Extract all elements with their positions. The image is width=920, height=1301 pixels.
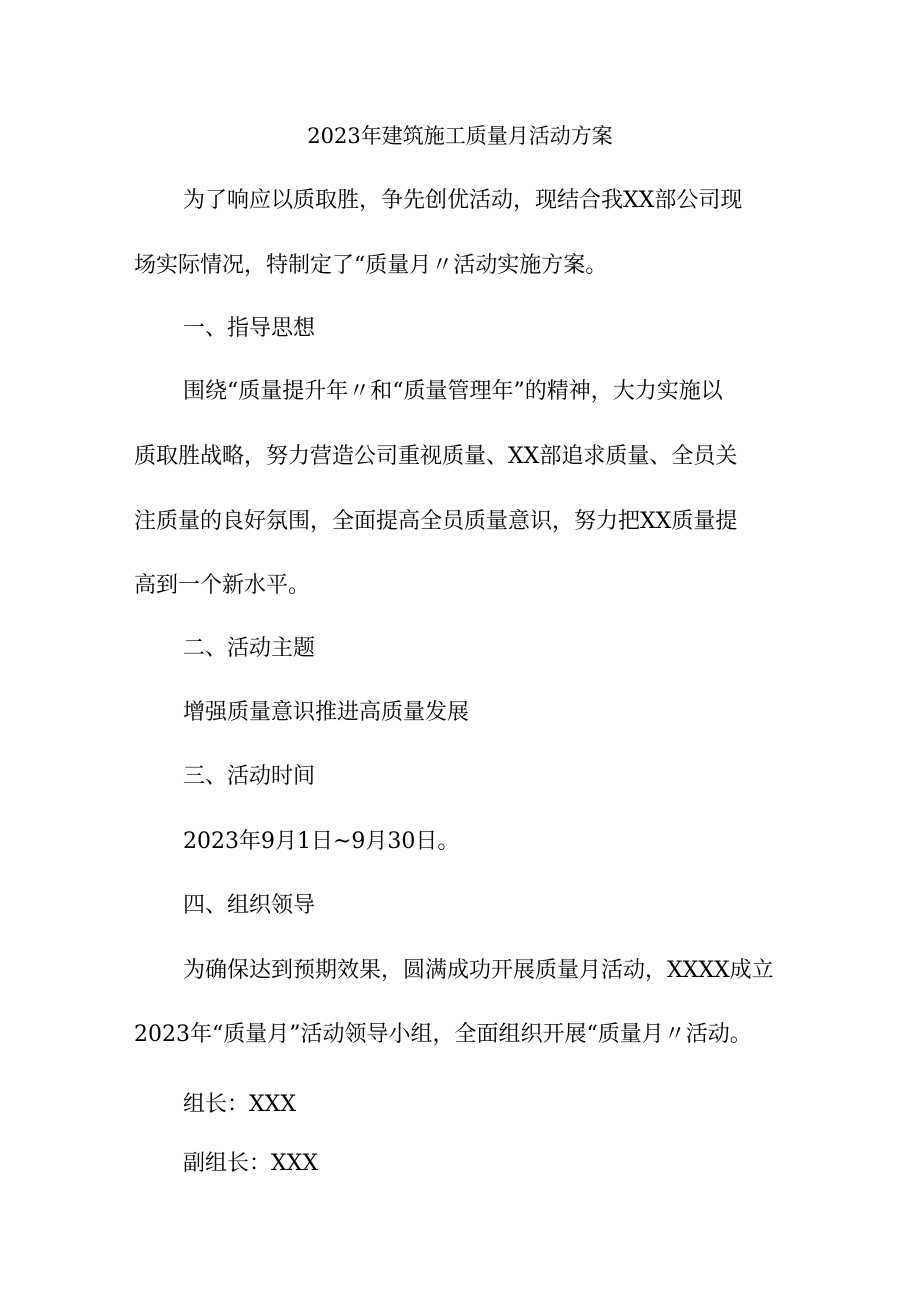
section-1-line-1: 围绕“质量提升年〃和“质量管理年”的精神，大力实施以 bbox=[183, 379, 723, 404]
section-1-line-3: 注质量的良好氛围，全面提高全员质量意识，努力把XX质量提 bbox=[134, 509, 738, 534]
section-1-line-4: 高到一个新水平。 bbox=[134, 573, 311, 598]
section-4-heading: 四、组织领导 bbox=[183, 893, 316, 918]
section-2-text: 增强质量意识推进高质量发展 bbox=[183, 700, 470, 725]
document-title: 2023年建筑施工质量月活动方案 bbox=[307, 124, 613, 148]
section-3-heading: 三、活动时间 bbox=[183, 764, 316, 789]
section-4-line-1: 为确保达到预期效果，圆满成功开展质量月活动，XXXX成立 bbox=[183, 958, 774, 983]
intro-line-2: 场实际情况，特制定了“质量月〃活动实施方案。 bbox=[134, 253, 608, 278]
group-leader: 组长：XXX bbox=[183, 1092, 296, 1117]
section-1-heading: 一、指导思想 bbox=[183, 316, 316, 341]
section-1-line-2: 质取胜战略，努力营造公司重视质量、XX部追求质量、全员关 bbox=[134, 444, 738, 469]
section-4-line-2: 2023年“质量月”活动领导小组，全面组织开展“质量月〃活动。 bbox=[134, 1022, 752, 1047]
intro-line-1: 为了响应以质取胜，争先创优活动，现结合我XX部公司现 bbox=[183, 188, 743, 213]
deputy-group-leader: 副组长：XXX bbox=[183, 1151, 318, 1176]
section-3-text: 2023年9月1日~9月30日。 bbox=[183, 829, 460, 854]
section-2-heading: 二、活动主题 bbox=[183, 636, 316, 661]
